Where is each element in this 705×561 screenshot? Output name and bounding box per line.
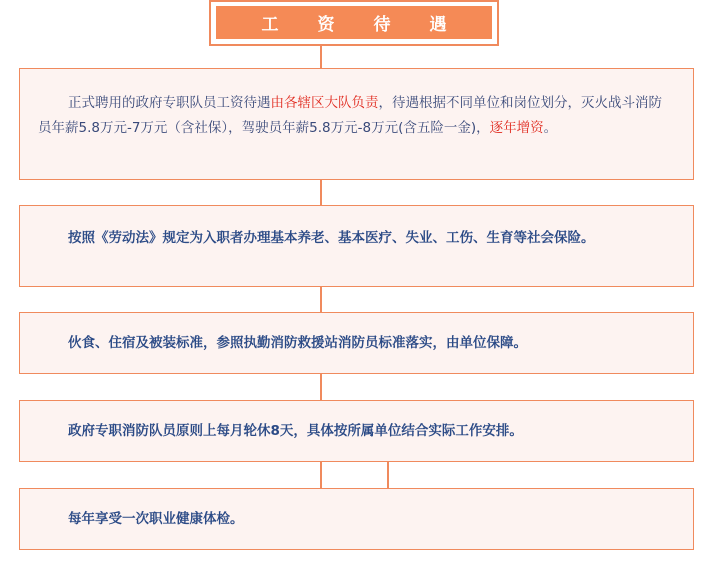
rest-text: 政府专职消防队员原则上每月轮休8天，具体按所属单位结合实际工作安排。 <box>68 423 523 439</box>
living-text: 伙食、住宿及被装标准，参照执勤消防救援站消防员标准落实，由单位保障。 <box>68 335 527 351</box>
health-info-box <box>19 488 694 550</box>
salary-text-highlight: 逐年增资 <box>489 120 544 136</box>
health-info-text <box>38 507 675 532</box>
health-text: 每年享受一次职业健康体检。 <box>68 511 244 527</box>
rest-info-text <box>38 419 675 444</box>
salary-info-text <box>38 91 675 141</box>
salary-info-box <box>19 68 694 180</box>
rest-info-box <box>19 400 694 462</box>
connector-line <box>320 46 322 68</box>
connector-line <box>387 462 389 488</box>
title-char: 工 <box>261 15 279 35</box>
connector-line <box>320 287 322 312</box>
title-char: 待 <box>373 15 391 35</box>
connector-line <box>320 462 322 488</box>
living-info-text <box>38 331 675 356</box>
salary-text-part: 正式聘用的政府专职队员工资待遇 <box>68 95 271 111</box>
salary-text-highlight: 由各辖区大队负责 <box>270 95 379 111</box>
title-char: 遇 <box>429 15 447 35</box>
insurance-info-text <box>38 226 675 251</box>
connector-line <box>320 374 322 400</box>
title-char: 资 <box>317 15 335 35</box>
salary-text-part: 。 <box>543 120 558 136</box>
title-banner <box>209 0 499 46</box>
salary-text-part: ，待遇根据不同单位和岗位划分，灭火战斗消防员年薪5.8万元-7万元（含社保），驾驶员年薪5.8万元-8万元(含五险一金)， <box>38 95 662 136</box>
living-info-box <box>19 312 694 374</box>
insurance-text: 按照《劳动法》规定为入职者办理基本养老、基本医疗、失业、工伤、生育等社会保险。 <box>68 230 595 246</box>
insurance-info-box <box>19 205 694 287</box>
connector-line <box>320 180 322 205</box>
title-text <box>216 6 492 39</box>
